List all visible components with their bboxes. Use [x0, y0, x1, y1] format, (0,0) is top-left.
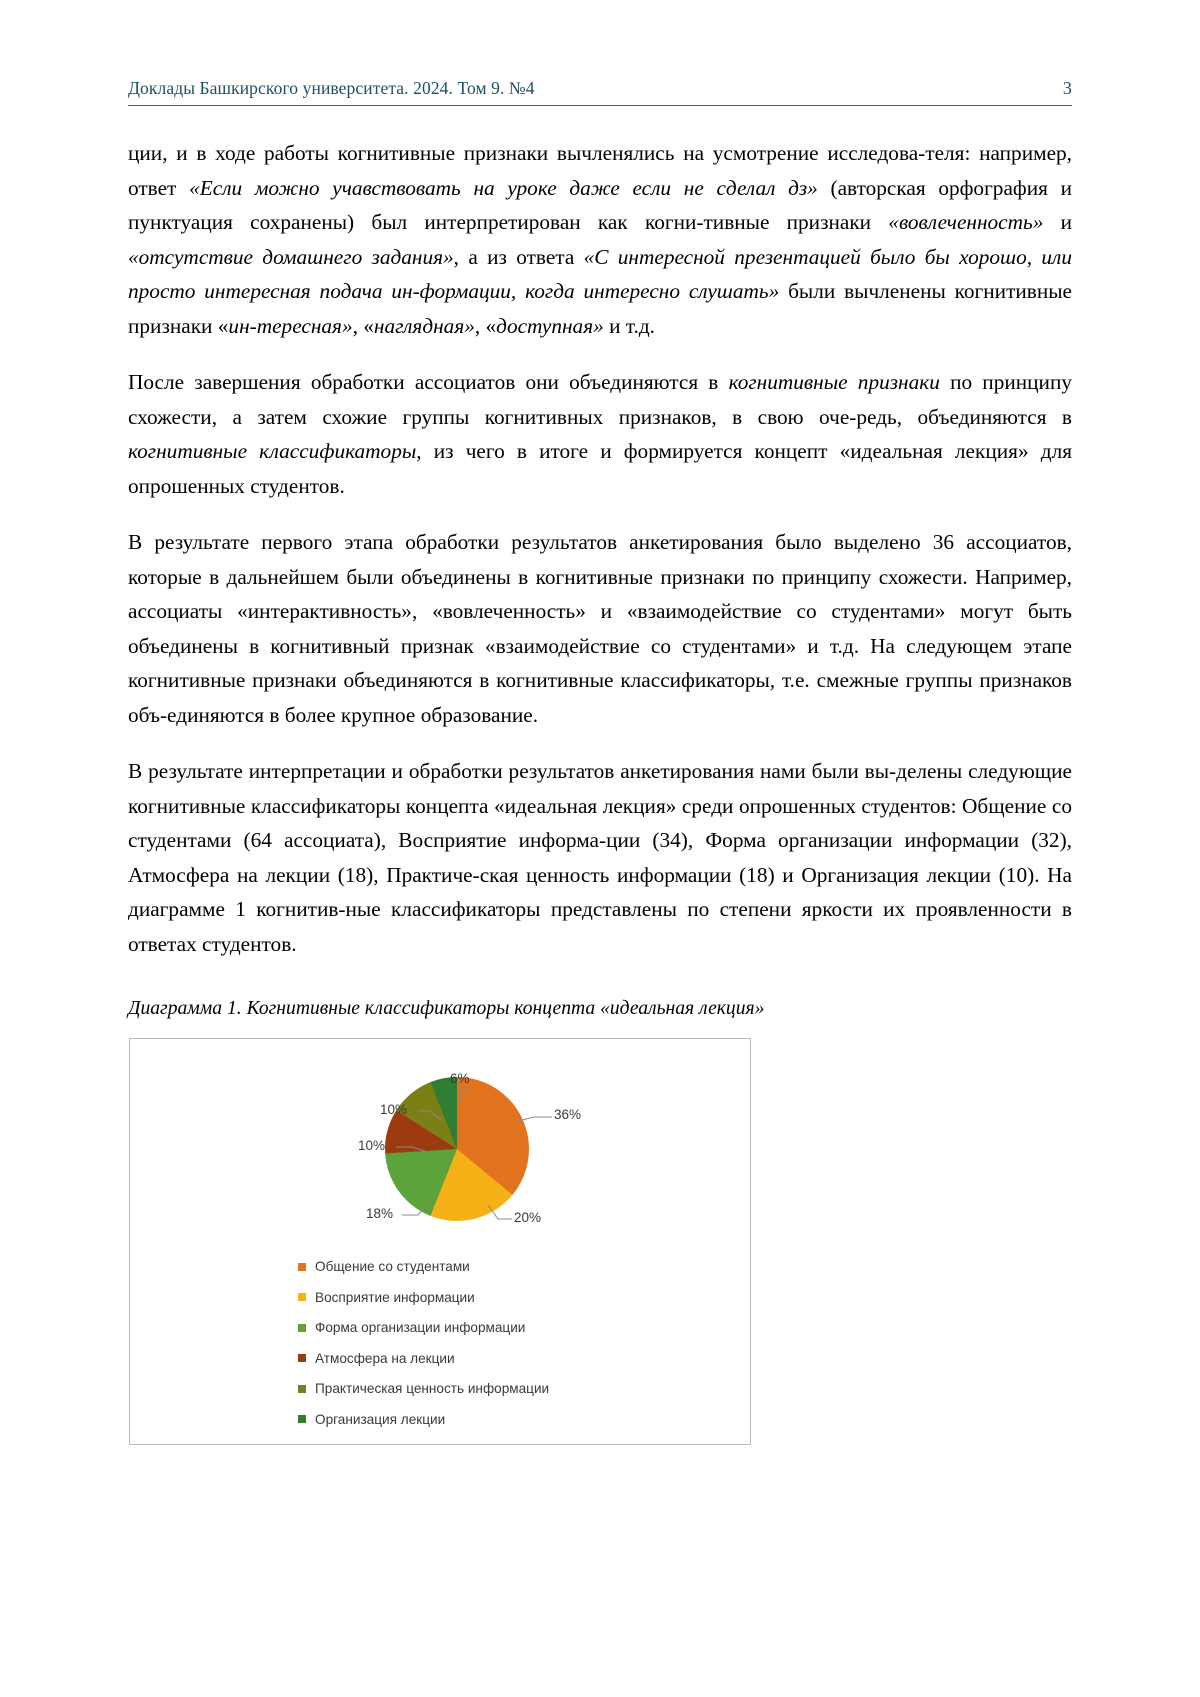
- page-number: 3: [1062, 78, 1072, 98]
- paragraph-2: [128, 365, 1072, 503]
- p1-text-e: были вычленены когнитивные признаки «: [128, 279, 1073, 338]
- legend-label: Форма организации информации: [315, 1320, 526, 1336]
- p1-text-b: (авторская орфография и пунктуация сохранены) был интерпретирован как когни-тивные признаки: [128, 175, 1072, 234]
- legend-label: Практическая ценность информации: [315, 1381, 550, 1397]
- page-content: [128, 78, 1072, 1445]
- legend-swatch-icon: [298, 1293, 306, 1301]
- legend-swatch-icon: [298, 1385, 306, 1393]
- paragraph-3: В результате первого этапа обработки результатов анкетирования было выделено 36 ассоциатов, которые в дальнейшем были объединены в когнитивные признаки по принципу схожести. Например, ассоциаты «интерактивность», «вовлеченность» и «взаимодействие со студентами» могут быть объединены в когнитивный признак «взаимодействие со студентами» и т.д. На следующем этапе когнитивные признаки объединяются в когнитивные классификаторы, т.е. смежные группы признаков объ-единяются в более крупное образование.: [128, 530, 1072, 727]
- p2-text-a: После завершения обработки ассоциатов они объединяются в: [128, 370, 729, 394]
- legend-item: [298, 1312, 718, 1343]
- leader-lines: [130, 1055, 750, 1255]
- p1-quote-6: наглядная»: [373, 313, 475, 338]
- p1-quote-1: «Если можно учавствовать на уроке даже если не сделал дз»: [189, 175, 818, 200]
- pie-label-5: 6%: [450, 1071, 470, 1087]
- p1-quote-5: ин-тересная»: [228, 313, 353, 338]
- paragraph-1: [128, 136, 1072, 343]
- legend-swatch-icon: [298, 1263, 306, 1271]
- legend-label: Организация лекции: [315, 1411, 446, 1427]
- legend-swatch-icon: [298, 1324, 306, 1332]
- pie-label-1: 20%: [514, 1210, 542, 1226]
- p2-text-b: по принципу схожести, а затем схожие группы когнитивных признаков, в свою оче-редь, объединяются в: [128, 370, 1072, 429]
- p1-quote-2: «вовлеченность»: [888, 210, 1044, 234]
- legend-item: [298, 1251, 718, 1282]
- running-header: [128, 78, 1072, 106]
- legend-item: [298, 1373, 718, 1404]
- pie-label-2: 18%: [366, 1206, 394, 1222]
- p1-text-f: , «: [352, 313, 374, 338]
- legend-swatch-icon: [298, 1354, 306, 1362]
- pie-chart-figure: [129, 1038, 751, 1445]
- p1-text-a: ции, и в ходе работы когнитивные признаки вычленялись на усмотрение исследова-теля: например, ответ: [128, 141, 1072, 200]
- legend-label: Общение со студентами: [315, 1259, 470, 1275]
- journal-title: Доклады Башкирского университета. 2024. Том 9. №4: [128, 78, 535, 98]
- legend-label: Атмосфера на лекции: [315, 1350, 455, 1366]
- p1-text-g: , «: [474, 313, 497, 338]
- pie-label-0: 36%: [554, 1107, 582, 1123]
- legend-label: Восприятие информации: [315, 1289, 475, 1305]
- p1-quote-7: доступная»: [496, 313, 604, 338]
- chart-legend: [298, 1251, 718, 1434]
- p1-text-d: , а из ответа: [453, 244, 584, 269]
- p2-text-c: , из чего в итоге и формируется концепт «идеальная лекция» для опрошенных студентов.: [128, 439, 1073, 498]
- p1-quote-4: «С интересной презентацией было бы хорошо, или просто интересная подача ин-формации, когда интересно слушать»: [128, 244, 1072, 303]
- figure-caption: Диаграмма 1. Когнитивные классификаторы концепта «идеальная лекция»: [128, 998, 765, 1019]
- p2-term-2: когнитивные классификаторы: [128, 439, 417, 463]
- legend-item: [298, 1282, 718, 1313]
- legend-item: [298, 1343, 718, 1374]
- paragraph-4: В результате интерпретации и обработки результатов анкетирования нами были вы-делены следующие когнитивные классификаторы концепта «идеальная лекция» среди опрошенных студентов: Общение со студентами (64 ассоциата), Восприятие информа-ции (34), Форма организации информации (32), Атмосфера на лекции (18), Практиче-ская ценность информации (18) и Организация лекции (10). На диаграмме 1 когнитив-ные классификаторы представлены по степени яркости их проявленности в ответах студентов.: [128, 759, 1072, 956]
- legend-item: [298, 1404, 718, 1435]
- pie-chart-area: [130, 1055, 750, 1255]
- pie-label-3: 10%: [358, 1138, 386, 1154]
- p1-quote-3: «отсутствие домашнего задания»: [128, 244, 454, 269]
- pie-label-4: 10%: [380, 1102, 408, 1118]
- legend-swatch-icon: [298, 1415, 306, 1423]
- p2-term-1: когнитивные признаки: [728, 370, 940, 394]
- p1-text-h: и т.д.: [603, 313, 656, 338]
- p1-text-c: и: [1043, 210, 1072, 234]
